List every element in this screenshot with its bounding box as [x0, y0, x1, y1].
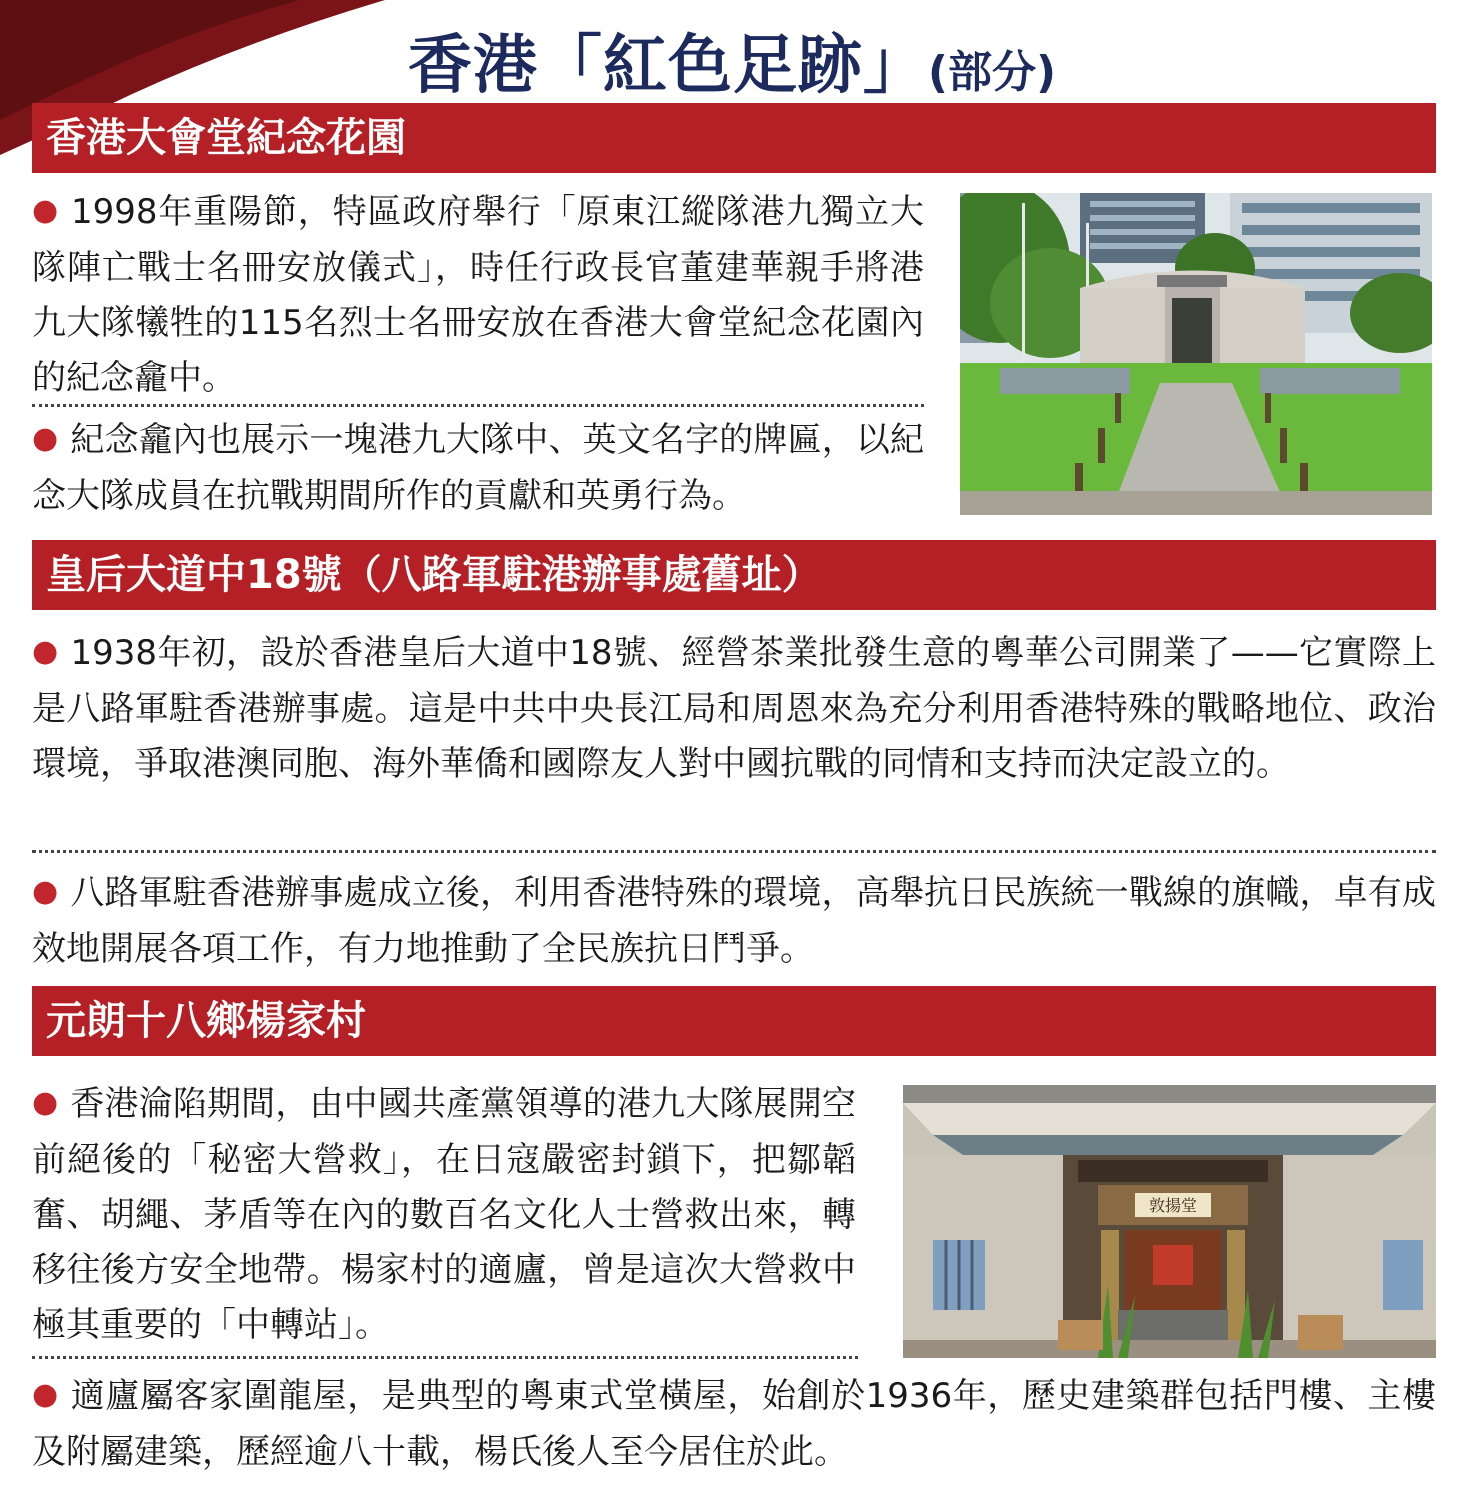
hall-plaque-text: 敦揚堂 — [1148, 1196, 1198, 1215]
paragraph-text: 1998年重陽節，特區政府舉行「原東江縱隊港九獨立大隊陣亡戰士名冊安放儀式」，時任行政長官董建華親手將港九大隊犧牲的115名烈士名冊安放在香港大會堂紀念花園內的紀念龕中。 — [32, 192, 924, 398]
paragraph-queens-road-2 — [32, 866, 1436, 977]
dotted-divider — [32, 404, 924, 407]
section-heading-queens-road: 皇后大道中18號（八路軍駐港辦事處舊址） — [32, 540, 1436, 610]
paragraph-city-hall-1 — [32, 185, 924, 406]
bullet-icon: ● — [32, 874, 59, 909]
page-title — [0, 14, 1464, 106]
paragraph-text: 八路軍駐香港辦事處成立後，利用香港特殊的環境，高舉抗日民族統一戰線的旗幟，卓有成效地開展各項工作，有力地推動了全民族抗日鬥爭。 — [32, 873, 1436, 969]
memorial-shrine-image — [960, 193, 1432, 515]
dotted-divider — [32, 1356, 858, 1359]
ancestral-hall-image — [903, 1085, 1436, 1358]
title-sub: (部分) — [927, 47, 1057, 98]
paragraph-yeung-village-2 — [32, 1369, 1436, 1480]
paragraph-text: 1938年初，設於香港皇后大道中18號、經營茶業批發生意的粵華公司開業了——它實際上是八路軍駐香港辦事處。這是中共中央長江局和周恩來為充分利用香港特殊的戰略地位、政治環境，爭取港澳同胞、海外華僑和國際友人對中國抗戰的同情和支持而決定設立的。 — [32, 633, 1436, 784]
bullet-icon: ● — [32, 193, 60, 228]
section-heading-city-hall-garden: 香港大會堂紀念花園 — [32, 103, 1436, 173]
paragraph-yeung-village-1 — [32, 1077, 856, 1353]
bullet-icon: ● — [32, 1085, 59, 1120]
bullet-icon: ● — [32, 421, 59, 456]
paragraph-text: 適廬屬客家圍龍屋，是典型的粵東式堂橫屋，始創於1936年，歷史建築群包括門樓、主樓及附屬建築，歷經逾八十載，楊氏後人至今居住於此。 — [32, 1376, 1436, 1472]
city-hall-memorial-photo — [960, 193, 1432, 515]
paragraph-queens-road-1 — [32, 626, 1436, 792]
paragraph-text: 香港淪陷期間，由中國共產黨領導的港九大隊展開空前絕後的「秘密大營救」，在日寇嚴密封鎖下，把鄒韜奮、胡繩、茅盾等在內的數百名文化人士營救出來，轉移往後方安全地帶。楊家村的適廬，曾是這次大營救中極其重要的「中轉站」。 — [32, 1084, 856, 1345]
title-main: 香港「紅色足跡」 — [407, 29, 928, 103]
bullet-icon: ● — [32, 634, 59, 669]
paragraph-city-hall-2 — [32, 413, 924, 524]
dotted-divider — [32, 850, 1436, 853]
bullet-icon: ● — [32, 1377, 59, 1412]
section-heading-yeung-village: 元朗十八鄉楊家村 — [32, 986, 1436, 1056]
yeung-village-hall-photo — [903, 1085, 1436, 1358]
paragraph-text: 紀念龕內也展示一塊港九大隊中、英文名字的牌匾，以紀念大隊成員在抗戰期間所作的貢獻和英勇行為。 — [32, 420, 925, 516]
